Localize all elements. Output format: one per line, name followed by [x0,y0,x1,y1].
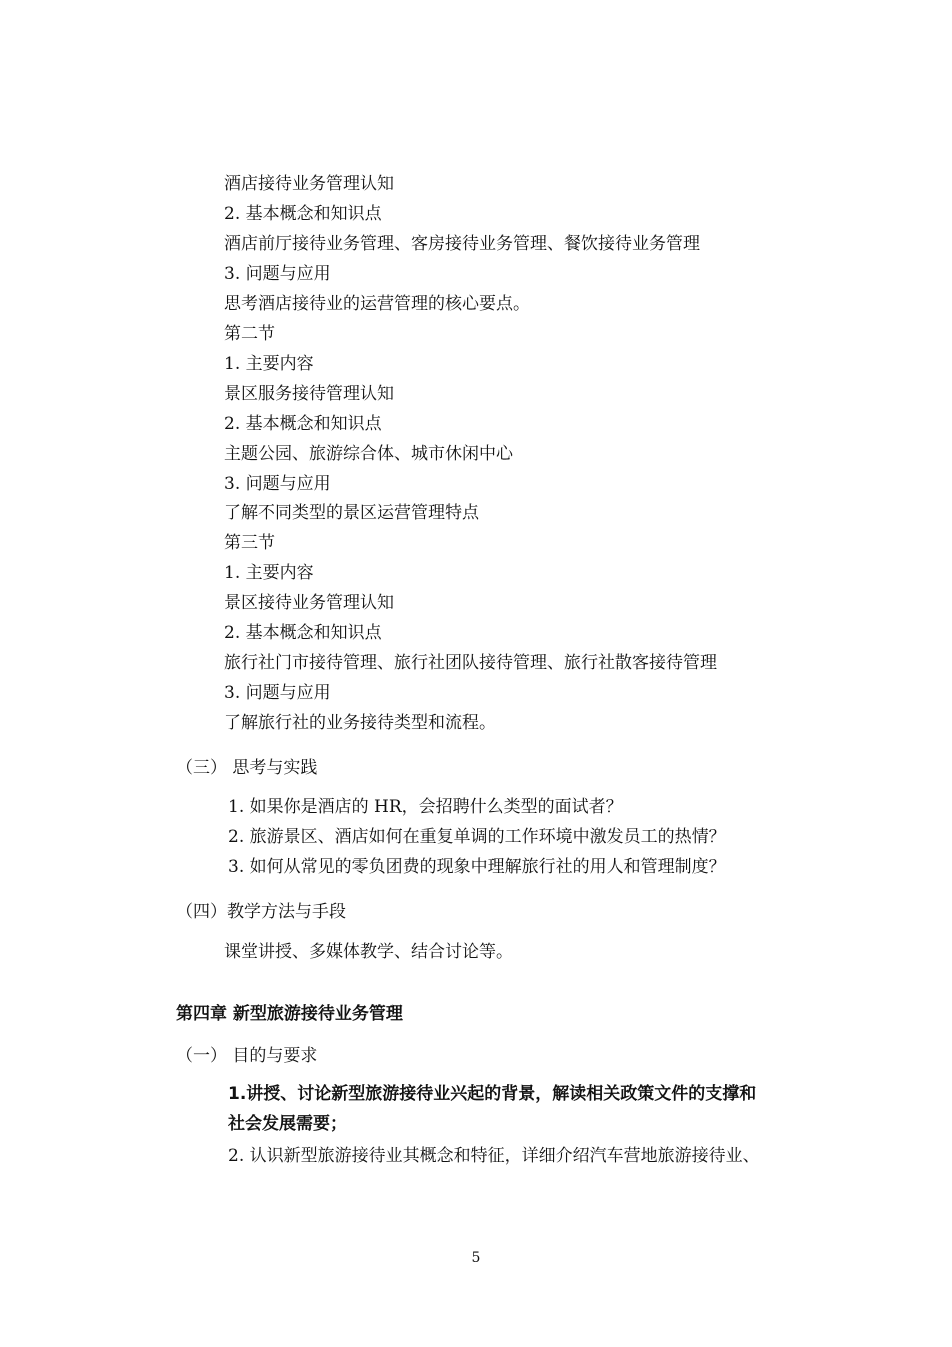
text-line: 思考酒店接待业的运营管理的核心要点。 [224,294,530,314]
goal-heading: （一） 目的与要求 [176,1046,318,1066]
text-line: 了解旅行社的业务接待类型和流程。 [224,713,496,733]
section-label: 第三节 [224,533,275,553]
practice-item: 2. 旅游景区、酒店如何在重复单调的工作环境中激发员工的热情？ [228,827,726,847]
text-line: 了解不同类型的景区运营管理特点 [224,503,479,523]
text-line: 景区接待业务管理认知 [224,593,394,613]
goal-item: 2. 认识新型旅游接待业其概念和特征，详细介绍汽车营地旅游接待业、 [228,1146,760,1166]
text-line: 3. 问题与应用 [224,683,331,703]
text-line: 1. 主要内容 [224,563,314,583]
practice-heading: （三） 思考与实践 [176,758,318,778]
text-line: 2. 基本概念和知识点 [224,623,382,643]
practice-item: 3. 如何从常见的零负团费的现象中理解旅行社的用人和管理制度？ [228,857,726,877]
text-line: 2. 基本概念和知识点 [224,414,382,434]
text-line: 1. 主要内容 [224,354,314,374]
goal-item-bold-cont: 社会发展需要； [228,1114,347,1134]
methods-text: 课堂讲授、多媒体教学、结合讨论等。 [224,942,513,962]
goal-item-bold: 1.讲授、讨论新型旅游接待业兴起的背景，解读相关政策文件的支撑和 [228,1084,757,1104]
text-line: 2. 基本概念和知识点 [224,204,382,224]
text-line: 3. 问题与应用 [224,474,331,494]
text-line: 3. 问题与应用 [224,264,331,284]
text-line: 主题公园、旅游综合体、城市休闲中心 [224,444,513,464]
text-line: 旅行社门市接待管理、旅行社团队接待管理、旅行社散客接待管理 [224,653,717,673]
text-line: 酒店前厅接待业务管理、客房接待业务管理、餐饮接待业务管理 [224,234,700,254]
chapter-title: 第四章 新型旅游接待业务管理 [176,1004,403,1024]
text-line: 酒店接待业务管理认知 [224,174,394,194]
practice-item: 1. 如果你是酒店的 HR，会招聘什么类型的面试者？ [228,797,623,817]
methods-heading: （四）教学方法与手段 [176,902,346,922]
section-label: 第二节 [224,324,275,344]
page-number: 5 [471,1250,481,1266]
text-line: 景区服务接待管理认知 [224,384,394,404]
